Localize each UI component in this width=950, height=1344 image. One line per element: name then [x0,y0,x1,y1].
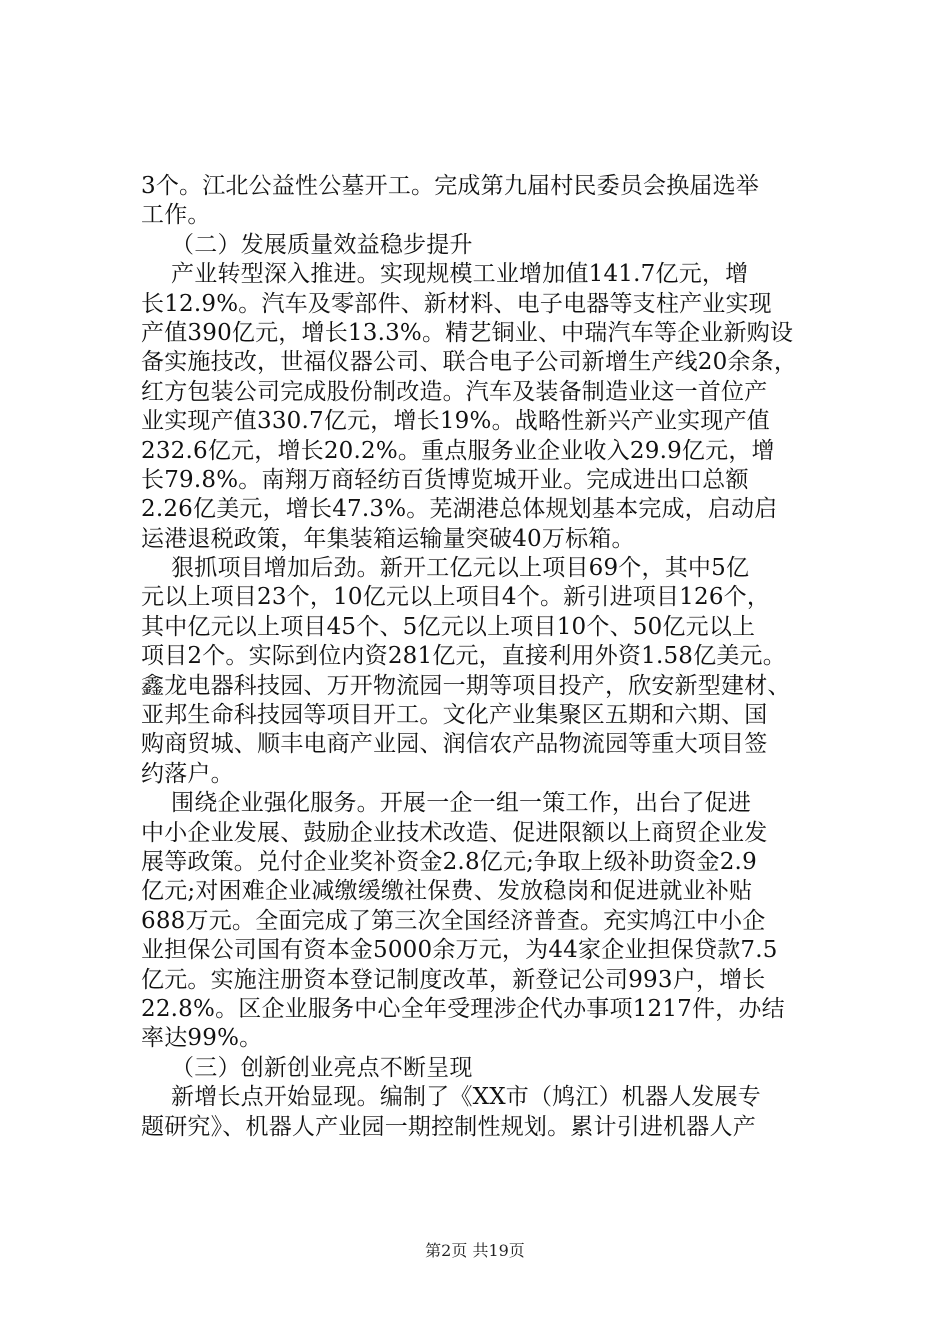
text-line: 项目2个。实际到位内资281亿元，直接利用外资1.58亿美元。 [141,643,786,670]
text-line: 其中亿元以上项目45个、5亿元以上项目10个、50亿元以上 [141,613,756,640]
body-text [141,172,831,1142]
text-line: 长12.9%。汽车及零部件、新材料、电子电器等支柱产业实现 [141,290,772,317]
text-line: 22.8%。区企业服务中心全年受理涉企代办事项1217件，办结 [141,995,785,1022]
text-line: 运港退税政策，年集装箱运输量突破40万标箱。 [141,525,635,552]
text-line: 围绕企业强化服务。开展一企一组一策工作，出台了促进 [141,790,752,817]
text-line: （二）发展质量效益稳步提升 [141,231,473,258]
text-line: 业实现产值330.7亿元，增长19%。战略性新兴产业实现产值 [141,408,770,435]
text-line: 亚邦生命科技园等项目开工。文化产业集聚区五期和六期、国 [141,702,768,729]
text-line: 展等政策。兑付企业奖补资金2.8亿元;争取上级补助资金2.9 [141,848,757,875]
text-line: 业担保公司国有资本金5000余万元，为44家企业担保贷款7.5 [141,937,778,964]
text-line: 中小企业发展、鼓励企业技术改造、促进限额以上商贸企业发 [141,819,768,846]
text-line: 备实施技改，世福仪器公司、联合电子公司新增生产线20余条， [141,349,798,376]
text-line: 鑫龙电器科技园、万开物流园一期等项目投产，欣安新型建材、 [141,672,791,699]
text-line: 亿元。实施注册资本登记制度改革，新登记公司993户，增长 [141,966,766,993]
text-line: 产值390亿元，增长13.3%。精艺铜业、中瑞汽车等企业新购设 [141,319,794,346]
text-line: 2.26亿美元，增长47.3%。芜湖港总体规划基本完成，启动启 [141,496,778,523]
text-line: 红方包装公司完成股份制改造。汽车及装备制造业这一首位产 [141,378,768,405]
text-line: 购商贸城、顺丰电商产业园、润信农产品物流园等重大项目签 [141,731,768,758]
text-line: 率达99%。 [141,1025,263,1052]
page-footer: 第2页 共19页 [425,1241,525,1260]
text-line: 长79.8%。南翔万商轻纺百货博览城开业。完成进出口总额 [141,466,749,493]
text-line: （三）创新创业亮点不断呈现 [141,1054,473,1081]
text-line: 约落户。 [141,760,234,787]
text-line: 题研究》、机器人产业园一期控制性规划。累计引进机器人产 [141,1113,756,1140]
text-line: 工作。 [141,202,211,229]
text-line: 3个。江北公益性公墓开工。完成第九届村民委员会换届选举 [141,173,760,199]
text-line: 元以上项目23个，10亿元以上项目4个。新引进项目126个， [141,584,771,611]
text-line: 亿元;对困难企业减缴缓缴社保费、发放稳岗和促进就业补贴 [141,878,753,905]
text-line: 688万元。全面完成了第三次全国经济普查。充实鸠江中小企 [141,907,766,934]
text-line: 产业转型深入推进。实现规模工业增加值141.7亿元，增 [141,261,749,288]
text-line: 232.6亿元，增长20.2%。重点服务业企业收入29.9亿元，增 [141,437,775,464]
text-line: 新增长点开始显现。编制了《XX市（鸠江）机器人发展专 [141,1084,761,1111]
text-line: 狠抓项目增加后劲。新开工亿元以上项目69个，其中5亿 [141,555,750,582]
